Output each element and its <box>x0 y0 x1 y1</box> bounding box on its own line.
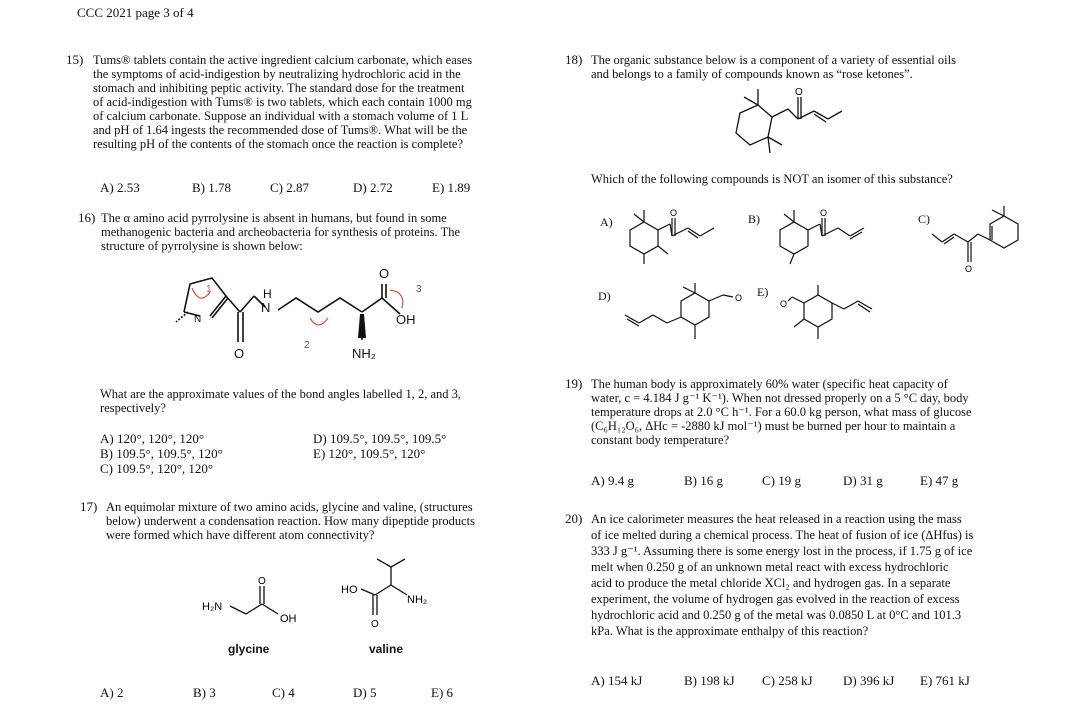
ho-label: HO <box>341 584 358 596</box>
question-number: 20) <box>565 511 583 526</box>
choice-c[interactable]: C) 109.5°, 120°, 120° <box>100 461 214 476</box>
valine-label: valine <box>369 642 404 656</box>
rose-ketone-structure <box>710 83 850 158</box>
option-d-label[interactable]: D) <box>598 289 611 303</box>
angle-1-label: 1 <box>206 284 212 295</box>
choice-d[interactable]: D) 31 g <box>843 473 883 488</box>
choice-a[interactable]: A) 154 kJ <box>591 673 643 688</box>
question-18 <box>565 53 1065 81</box>
glycine-structure <box>200 572 310 632</box>
question-15 <box>66 53 536 151</box>
choice-d[interactable]: D) 109.5°, 109.5°, 109.5° <box>313 431 447 446</box>
option-d-structure[interactable] <box>615 283 755 343</box>
valine-structure <box>335 555 445 630</box>
question-text: The human body is approximately 60% water (specific heat capacity of water, c = 4.184 J g⁻¹ K⁻¹). When not dressed properly on a 5 °C day, body temperature drops at 2.0 °C h⁻¹. For a 60.0 kg person, what mass of glucose (C₆H₁₂O₆, ΔHc = -2880 kJ mol⁻¹) must be burned per hour to maintain a constant body temperature? <box>591 377 972 447</box>
o-label: O <box>735 293 743 303</box>
question-text: The organic substance below is a component of a variety of essential oils and belongs to a family of compounds known as “rose ketones”. <box>591 53 956 81</box>
choice-b[interactable]: B) 16 g <box>684 473 723 488</box>
choice-e[interactable]: E) 120°, 109.5°, 120° <box>313 446 426 461</box>
choice-d[interactable]: D) 396 kJ <box>843 673 895 688</box>
o-label: O <box>780 299 788 309</box>
choice-a[interactable]: A) 2.53 <box>100 180 140 195</box>
choice-b[interactable]: B) 198 kJ <box>684 673 735 688</box>
question-16-prompt <box>100 387 540 415</box>
o-label: O <box>820 208 828 218</box>
ring-n-label: N <box>194 314 202 325</box>
question-20 <box>565 511 1065 639</box>
option-a-label[interactable]: A) <box>600 215 613 229</box>
o-label: O <box>371 619 379 630</box>
question-text: The α amino acid pyrrolysine is absent in humans, but found in some methanogenic bacteria and archeobacteria for synthesis of proteins. The structure of pyrrolysine is shown below: <box>101 211 460 253</box>
question-number: 15) <box>66 52 84 67</box>
choice-e[interactable]: E) 1.89 <box>432 180 471 195</box>
choice-a[interactable]: A) 2 <box>100 685 124 700</box>
option-e-label[interactable]: E) <box>757 285 769 299</box>
question-text: An equimolar mixture of two amino acids, glycine and valine, (structures below) underwent a condensation reaction. How many dipeptide products were formed which have different atom connectivity? <box>106 500 475 542</box>
choice-c[interactable]: C) 2.87 <box>270 180 309 195</box>
o-label: O <box>258 576 266 587</box>
choice-c[interactable]: C) 258 kJ <box>762 673 813 688</box>
question-number: 17) <box>80 499 98 514</box>
choice-c[interactable]: C) 4 <box>272 685 295 700</box>
option-b-structure[interactable] <box>770 206 870 266</box>
option-b-label[interactable]: B) <box>748 212 760 226</box>
h-label: H <box>263 287 272 301</box>
choice-a[interactable]: A) 120°, 120°, 120° <box>100 431 205 446</box>
pyrrolysine-structure <box>170 262 470 372</box>
o-top-label: O <box>379 266 390 281</box>
angle-3-label: 3 <box>416 284 422 295</box>
question-17 <box>80 500 540 542</box>
o-bottom-label: O <box>234 346 245 361</box>
choice-b[interactable]: B) 3 <box>193 685 216 700</box>
choice-a[interactable]: A) 9.4 g <box>591 473 634 488</box>
o-label: O <box>670 208 678 218</box>
nh2-label: NH₂ <box>407 594 428 606</box>
option-c-structure[interactable] <box>930 206 1040 276</box>
question-number: 18) <box>565 52 583 67</box>
choice-b[interactable]: B) 1.78 <box>192 180 231 195</box>
glycine-label: glycine <box>228 642 270 656</box>
question-16 <box>78 211 548 253</box>
choice-e[interactable]: E) 47 g <box>920 473 959 488</box>
question-number: 16) <box>78 210 96 225</box>
question-19 <box>565 377 1065 447</box>
choice-e[interactable]: E) 6 <box>431 685 454 700</box>
choice-d[interactable]: D) 5 <box>353 685 377 700</box>
question-text: An ice calorimeter measures the heat released in a reaction using the mass of ice melted during a chemical process. The heat of fusion of ice (ΔHfus) is 333 J g⁻¹. Assuming there is some energy lost in the process, if 1.75 g of ice melt when 0.250 g of an unknown metal react with excess hydrochloric acid to produce the metal chloride XCl₂ and hydrogen gas. In a separate experiment, the volume of hydrogen gas evolved in the reaction of excess hydrochloric acid and 0.250 g of the metal was 0.0850 L at 0°C and 101.3 kPa. What is the approximate enthalpy of this reaction? <box>591 512 974 638</box>
question-18-prompt: Which of the following compounds is NOT an isomer of this substance? <box>591 172 953 186</box>
choice-c[interactable]: C) 19 g <box>762 473 801 488</box>
oh-label: OH <box>396 312 416 327</box>
option-a-structure[interactable] <box>620 206 720 266</box>
question-text: What are the approximate values of the bond angles labelled 1, 2, and 3, respectively? <box>100 387 461 415</box>
h2n-label: H₂N <box>202 601 223 613</box>
question-number: 19) <box>565 376 583 391</box>
angle-2-label: 2 <box>304 340 310 351</box>
o-label: O <box>795 87 803 98</box>
option-e-structure[interactable] <box>778 285 888 345</box>
nh2-label: NH₂ <box>352 346 376 361</box>
choice-d[interactable]: D) 2.72 <box>353 180 393 195</box>
n-label: N <box>261 300 271 315</box>
page-header: CCC 2021 page 3 of 4 <box>77 5 194 20</box>
option-c-label[interactable]: C) <box>918 212 930 226</box>
choice-e[interactable]: E) 761 kJ <box>920 673 970 688</box>
choice-b[interactable]: B) 109.5°, 109.5°, 120° <box>100 446 223 461</box>
oh-label: OH <box>280 613 297 625</box>
o-label: O <box>965 264 973 274</box>
question-text: Tums® tablets contain the active ingredient calcium carbonate, which eases the symptoms of acid-indigestion by neutralizing hydrochloric acid in the stomach and inhibiting peptic activity. The standard dose for the treatment of acid-indigestion with Tums® is two tablets, which each contain 1000 mg of calcium carbonate. Suppose an individual with a stomach volume of 1 L and pH of 1.64 ingests the recommended dose of Tums®. What will be the resulting pH of the contents of the stomach once the reaction is complete? <box>93 53 473 151</box>
